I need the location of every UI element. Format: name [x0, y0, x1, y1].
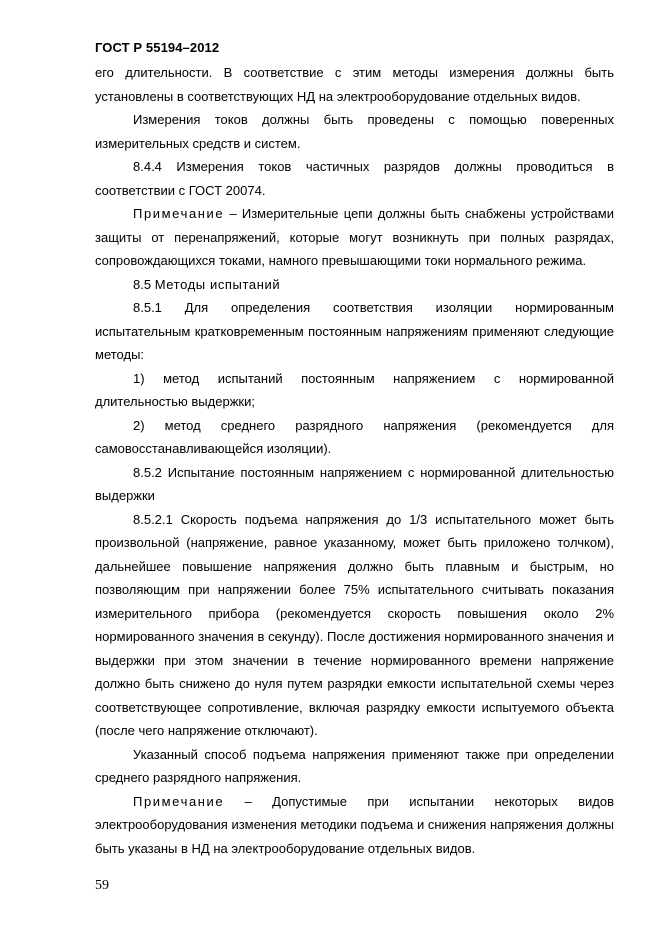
document-standard-code: ГОСТ Р 55194–2012 — [95, 40, 220, 55]
paragraph-average-discharge: Указанный способ подъема напряжения применяют также при определении среднего разрядного напряжения. — [95, 746, 614, 785]
section-number: 8.5 — [133, 276, 155, 292]
document-body — [95, 61, 614, 860]
paragraph-8-5-2-1: 8.5.2.1 Скорость подъема напряжения до 1/3 испытательного может быть произвольной (напряжение, равное указанному, может быть приложено толчком), дальнейшее повышение напряжения должно быть плавным и быстрым, но позволяющим при напряжении более 75% испытательного считывать показания измерительного прибора (рекомендуется скорость повышения около 2% нормированного значения в секунду). После достижения нормированного значения и выдержки при этом значении в течение нормированного времени напряжение должно быть снижено до нуля путем разрядки емкости испытательной схемы через соответствующее сопротивление, включая разрядку емкости испытуемого объекта (после чего напряжение отключают). — [95, 511, 614, 738]
paragraph-continuation: его длительности. В соответствие с этим методы измерения должны быть установлены в соответствующих НД на электрооборудование отдельных видов. — [95, 65, 614, 104]
section-title: Методы испытаний — [154, 276, 281, 292]
note-label: Примечание — [133, 206, 225, 221]
paragraph-8-5-2: 8.5.2 Испытание постоянным напряжением с нормированной длительностью выдержки — [95, 464, 614, 503]
section-heading-8-5 — [95, 273, 614, 297]
note-text: – Допустимые при испытании некоторых видов электрооборудования изменения методики подъема и снижения напряжения должны быть указаны в НД на электрооборудование отдельных видов. — [95, 793, 614, 856]
list-item-1: 1) метод испытаний постоянным напряжением с нормированной длительностью выдержки; — [95, 370, 614, 409]
paragraph-8-5-1: 8.5.1 Для определения соответствия изоляции нормированным испытательным кратковременным постоянным напряжениям применяют следующие методы: — [95, 300, 614, 362]
paragraph-current-measurement: Измерения токов должны быть проведены с помощью поверенных измерительных средств и систем. — [95, 112, 614, 151]
page-number: 59 — [95, 878, 109, 893]
list-item-2: 2) метод среднего разрядного напряжения (рекомендуется для самовосстанавливающейся изоляции). — [95, 417, 614, 456]
paragraph-8-4-4: 8.4.4 Измерения токов частичных разрядов должны проводиться в соответствии с ГОСТ 20074. — [95, 159, 614, 198]
note-overvoltage-protection — [95, 202, 614, 273]
note-label: Примечание — [133, 793, 225, 809]
note-method-changes — [95, 790, 614, 861]
note-text: – Измерительные цепи должны быть снабжены устройствами защиты от перенапряжений, которые могут возникнуть при полных разрядах, сопровождающихся токами, намного превышающими токи нормального режима. — [95, 206, 614, 268]
